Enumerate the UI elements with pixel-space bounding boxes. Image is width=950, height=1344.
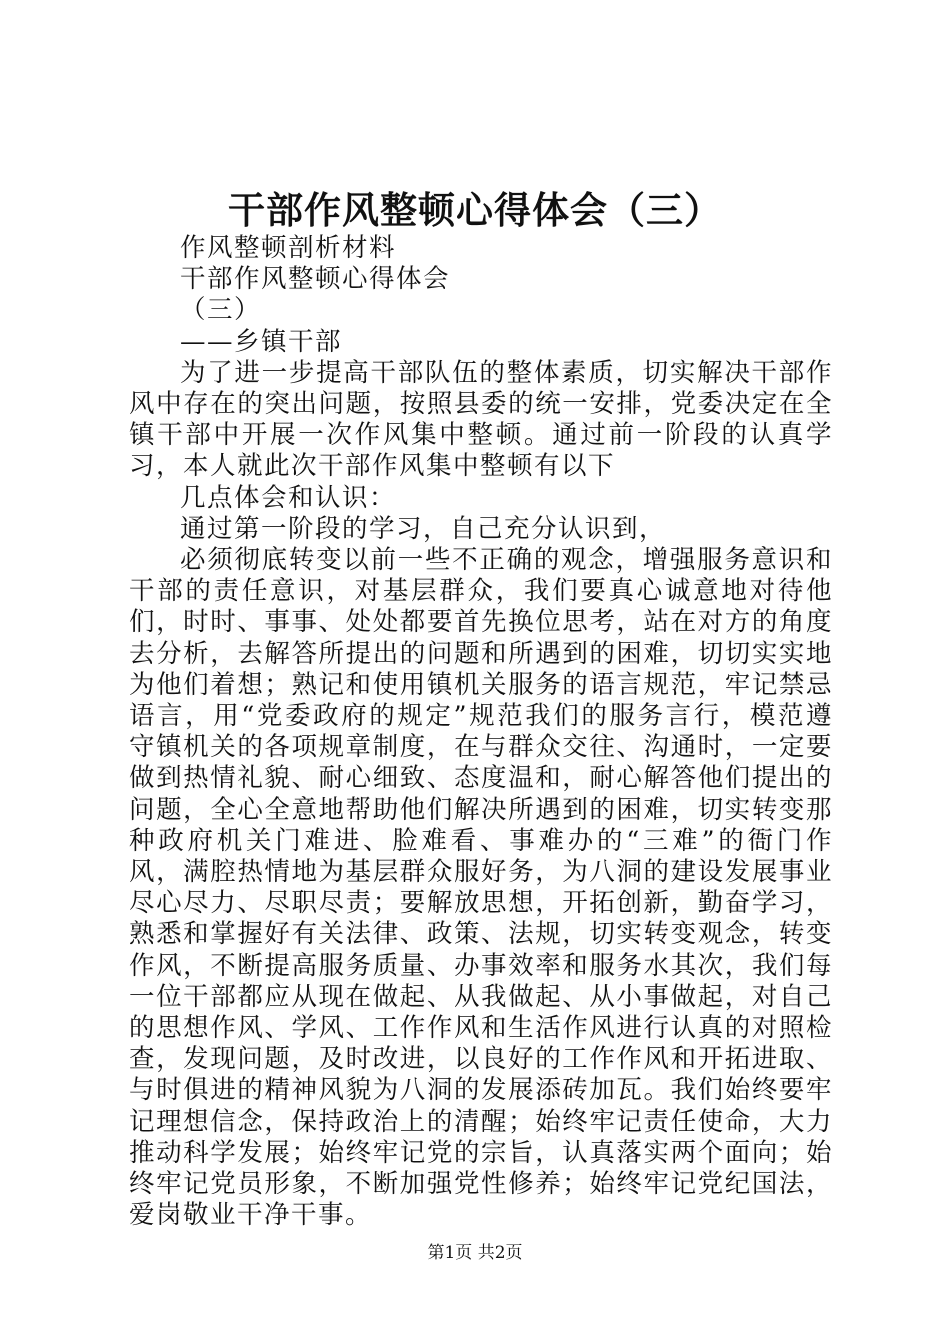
document-body [129,233,833,1232]
page-footer: 第1页 共2页 [427,1243,523,1263]
paragraph-points-lead: 几点体会和认识： [180,482,397,513]
paragraph-intro: 为了进一步提高干部队伍的整体素质，切实解决干部作风中存在的突出问题，按照县委的统一安排，党委决定在全镇干部中开展一次作风集中整顿。通过前一阶段的认真学习，本人就此次干部作风集中整顿有以下 [129,357,833,482]
paragraph-heading: 干部作风整顿心得体会 [180,264,451,295]
paragraph-subtitle: 作风整顿剖析材料 [180,233,397,263]
document-title: 干部作风整顿心得体会（三） [228,188,722,232]
paragraph-main: 必须彻底转变以前一些不正确的观念，增强服务意识和干部的责任意识，对基层群众，我们要真心诚意地对待他们，时时、事事、处处都要首先换位思考，站在对方的角度去分析，去解答所提出的问题和所遇到的困难，切切实实地为他们着想；熟记和使用镇机关服务的语言规范，牢记禁忌语言，用“党委政府的规定”规范我们的服务言行，模范遵守镇机关的各项规章制度，在与群众交往、沟通时，一定要做到热情礼貌、耐心细致、态度温和，耐心解答他们提出的问题，全心全意地帮助他们解决所遇到的困难，切实转变那种政府机关门难进、脸难看、事难办的“三难”的衙门作风，满腔热情地为基层群众服好务，为八洞的建设发展事业尽心尽力、尽职尽责；要解放思想，开拓创新，勤奋学习，熟悉和掌握好有关法律、政策、法规，切实转变观念，转变作风，不断提高服务质量、办事效率和服务水其次，我们每一位干部都应从现在做起、从我做起、从小事做起，对自己的思想作风、学风、工作作风和生活作风进行认真的对照检查，发现问题，及时改进，以良好的工作作风和开拓进取、与时俱进的精神风貌为八洞的发展添砖加瓦。我们始终要牢记理想信念，保持政治上的清醒；始终牢记责任使命，大力推动科学发展；始终牢记党的宗旨，认真落实两个面向；始终牢记党员形象，不断加强党性修养；始终牢记党纪国法，爱岗敬业干净干事。 [129,545,833,1231]
paragraph-realization: 通过第一阶段的学习，自己充分认识到， [180,513,667,544]
paragraph-author: ——乡镇干部 [180,326,343,357]
paragraph-part-number: （三） [180,295,262,326]
